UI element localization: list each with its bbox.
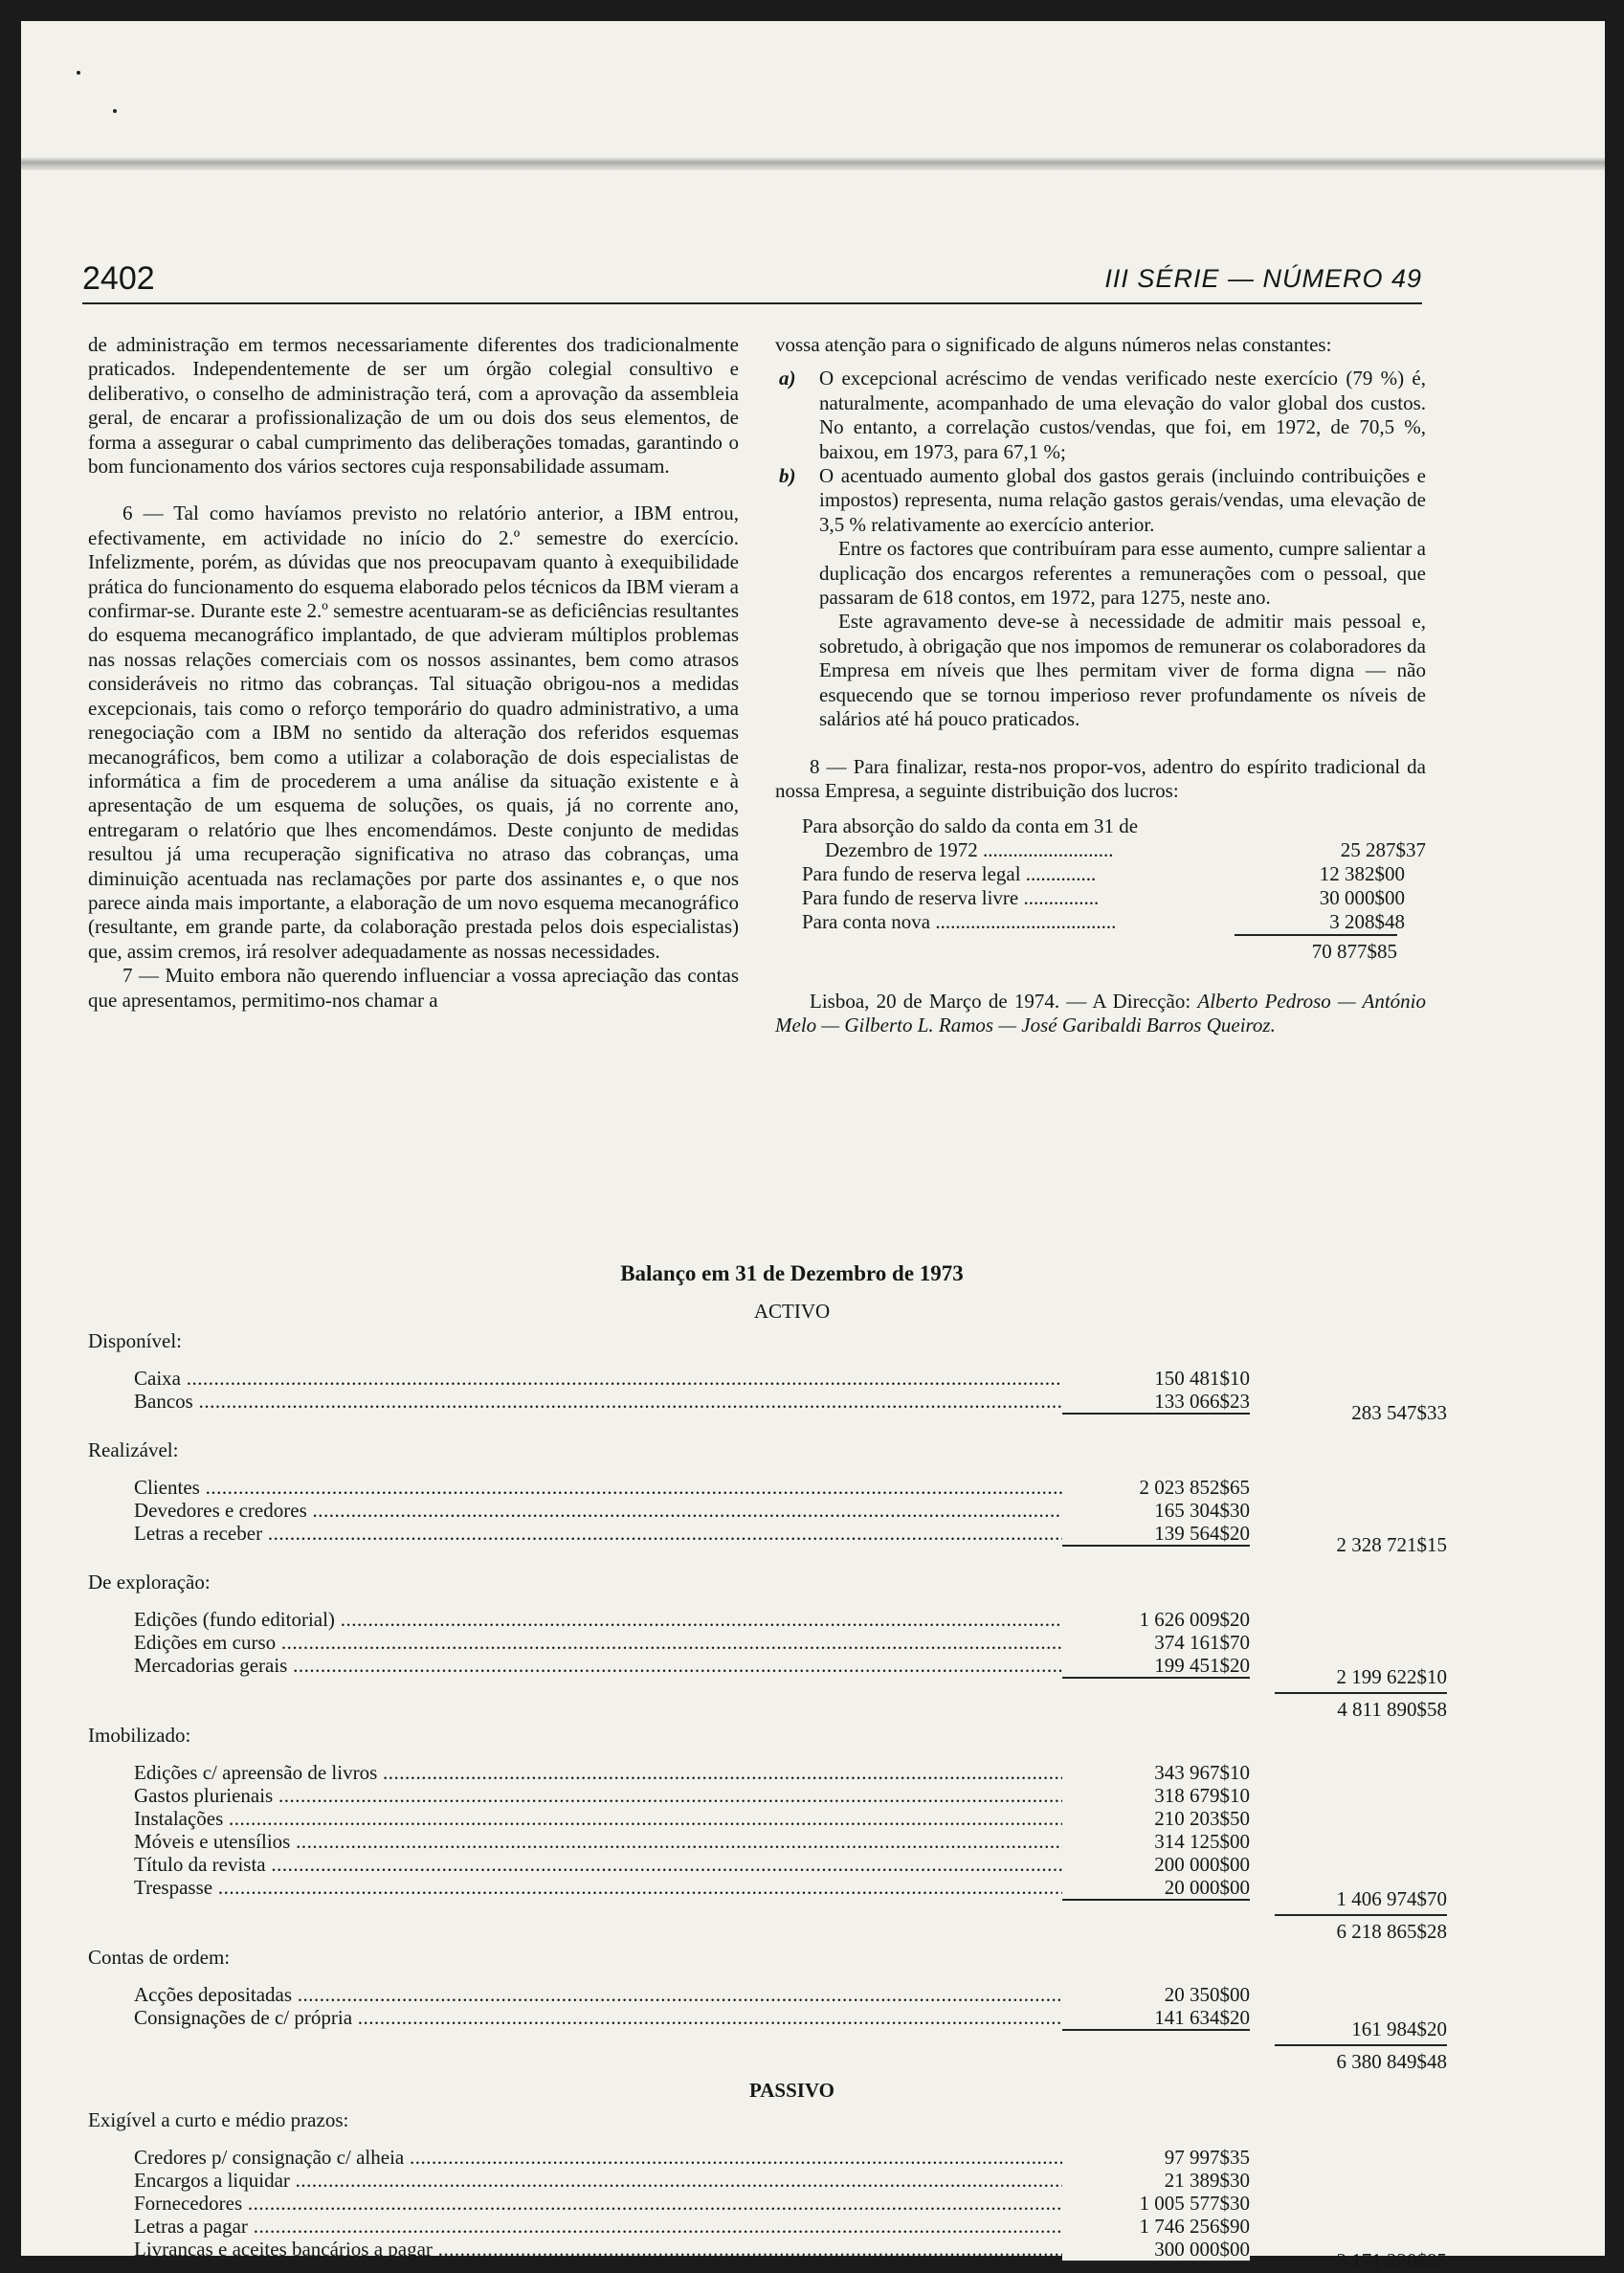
balance-row <box>88 1761 1447 1784</box>
section-sum: 2 328 721$15 <box>1336 1533 1447 1556</box>
row-amount: 139 564$20 <box>1062 1522 1250 1547</box>
row-label: Fornecedores ..... <box>134 2192 1110 2215</box>
row-label: Bancos ..... <box>134 1390 1110 1413</box>
row-amount: 1 626 009$20 <box>1062 1608 1250 1631</box>
row-amount: 20 000$00 <box>1062 1876 1250 1901</box>
paragraph: 8 — Para finalizar, resta-nos propor-vos, adentro do espírito tradicional da nossa Empresa, a seguinte distribuição dos lucros: <box>775 754 1426 802</box>
row-label: Letras a pagar ..... <box>134 2215 1110 2238</box>
row-label: Edições (fundo editorial) ..... <box>134 1608 1110 1631</box>
section-sum: 1 406 974$70 <box>1336 1887 1447 1910</box>
row-label: Edições c/ apreensão de livros ..... <box>134 1761 1110 1784</box>
section-title: Contas de ordem: <box>88 1946 231 1969</box>
row-amount: 343 967$10 <box>1062 1761 1250 1784</box>
balance-row <box>88 1476 1447 1499</box>
row-label: Clientes ..... <box>134 1476 1110 1499</box>
balance-row <box>88 1390 1447 1424</box>
paragraph: Este agravamento deve-se à necessidade de admitir mais pessoal e, sobretudo, à obrigação que nos impomos de remunerar os colaboradores da Empresa em níveis que lhes permitam viver de forma digna — não esquecendo que se tornou imperioso rever profundamente os níveis de salários até há pouco praticados. <box>819 610 1426 731</box>
signature-names: Alberto Pedroso — António Melo — Gilberto L. Ramos — José Garibaldi Barros Queiroz. <box>775 989 1426 1037</box>
subtotal-row <box>88 1677 1447 1721</box>
row-amount: 20 350$00 <box>1062 1983 1250 2006</box>
item-text: O acentuado aumento global dos gastos gerais (incluindo contribuições e impostos) representa, numa relação gastos gerais/vendas, uma elevação de 3,5 % relativamente ao exercício anterior. <box>819 464 1426 536</box>
row-amount: 2 023 852$65 <box>1062 1476 1250 1499</box>
distribution-label: Para fundo de reserva livre ............... <box>802 886 1100 910</box>
paragraph: 6 — Tal como havíamos previsto no relatório anterior, a IBM entrou, efectivamente, em actividade no início do 2.º semestre do exercício. Infelizmente, porém, as dúvidas que nos preocupavam quanto à exequibilidade prática do funcionamento do esquema elaborado pelos técnicos da IBM vieram a confirmar-se. Durante este 2.º semestre acentuaram-se as deficiências resultantes do esquema mecanográfico implantado, de que advieram múltiplos problemas nas nossas relações comerciais com os nossos assinantes, bem como atrasos consideráveis no ritmo das cobranças. Tal situação obrigou-nos a medidas excepcionais, tais como o reforço temporário do quadro administrativo, a uma renegociação com a IBM no sentido da alteração dos referidos esquemas mecanográficos, bem como a utilizar a colaboração de dois especialistas de informática a fim de procederem a uma análise da situação existente e à apresentação de um esquema de soluções, os quais, já no corrente ano, entregaram o relatório que lhes encomendámos. Deste conjunto de medidas resultou já uma recuperação significativa no atraso das cobranças, uma diminuição acentuada nas reclamações por parte dos assinantes e, o que nos parece ainda mais importante, a elaboração de um novo esquema mecanográfico (resultante, em grande parte, da colaboração prestada pelos dois especialistas) que, assim cremos, irá resolver adequadamente as nossas necessidades. <box>88 501 739 963</box>
speck <box>113 109 117 113</box>
row-amount: 300 000$00 <box>1062 2238 1250 2262</box>
distribution-row <box>775 862 1426 886</box>
balance-row <box>88 2146 1447 2169</box>
distribution-value: 30 000$00 <box>1319 886 1405 910</box>
row-label: Título da revista ..... <box>134 1853 1110 1876</box>
total-activo: 6 380 849$48 <box>1275 2044 1447 2074</box>
paragraph: vossa atenção para o significado de alguns números nelas constantes: <box>775 333 1332 356</box>
balance-row <box>88 2169 1447 2192</box>
item-label: a) <box>779 367 796 390</box>
balance-row <box>88 2006 1447 2040</box>
row-amount: 210 203$50 <box>1062 1807 1250 1830</box>
row-label: Trespasse ..... <box>134 1876 1110 1899</box>
row-label: Gastos plurienais ..... <box>134 1784 1110 1807</box>
list-item <box>775 367 1426 464</box>
distribution-value: 25 287$37 <box>1340 838 1426 862</box>
passivo-heading: PASSIVO <box>748 2079 835 2102</box>
row-amount: 314 125$00 <box>1062 1830 1250 1853</box>
item-label: b) <box>779 464 796 488</box>
row-label: Instalações ..... <box>134 1807 1110 1830</box>
distribution-label: Dezembro de 1972 .......................... <box>825 838 1114 862</box>
balance-title: Balanço em 31 de Dezembro de 1973 <box>620 1261 964 1285</box>
balance-row <box>88 1853 1447 1876</box>
row-amount: 318 679$10 <box>1062 1784 1250 1807</box>
balance-row <box>88 1499 1447 1522</box>
section-sum: 2 199 622$10 <box>1336 1665 1447 1688</box>
paragraph: 7 — Muito embora não querendo influenciar a vossa apreciação das contas que apresentamos, permitimo-nos chamar a <box>88 964 739 1012</box>
row-amount: 97 997$35 <box>1062 2146 1250 2169</box>
row-amount: 165 304$30 <box>1062 1499 1250 1522</box>
series-number: III SÉRIE — NÚMERO 49 <box>1104 264 1422 293</box>
distribution-value: 12 382$00 <box>1319 862 1405 886</box>
list-item <box>775 464 1426 537</box>
balance-row <box>88 1983 1447 2006</box>
section-title: Imobilizado: <box>88 1724 191 1747</box>
balance-row <box>88 1830 1447 1853</box>
row-label: Acções depositadas ..... <box>134 1983 1110 2006</box>
row-amount: 1 005 577$30 <box>1062 2192 1250 2215</box>
row-amount: 199 451$20 <box>1062 1654 1250 1679</box>
row-label: Consignações de c/ própria ..... <box>134 2006 1110 2029</box>
header-rule <box>82 302 1422 304</box>
balance-row <box>88 1367 1447 1390</box>
page-number: 2402 <box>82 260 155 297</box>
passivo-section <box>88 2107 1447 2272</box>
section-sum: 3 171 220$85 <box>1336 2249 1447 2272</box>
distribution-row <box>775 910 1426 934</box>
distribution-value: 3 208$48 <box>1329 910 1405 934</box>
distribution-label: Para absorção do saldo da conta em 31 de <box>802 814 1139 838</box>
balance-row <box>88 1654 1447 1688</box>
balance-row <box>88 1608 1447 1631</box>
signature-paragraph <box>775 990 1426 1038</box>
balance-row <box>88 2215 1447 2238</box>
distribution-label: Para conta nova .................................... <box>802 910 1117 934</box>
row-label: Letras a receber ..... <box>134 1522 1110 1545</box>
row-label: Caixa ..... <box>134 1367 1110 1390</box>
distribution-row <box>775 838 1426 862</box>
subtotal: 4 811 890$58 <box>1275 1692 1447 1722</box>
balance-row <box>88 1876 1447 1910</box>
section-title: Disponível: <box>88 1329 182 1352</box>
balance-row <box>88 2192 1447 2215</box>
row-label: Encargos a liquidar ..... <box>134 2169 1110 2192</box>
balance-row <box>88 1807 1447 1830</box>
section-title: Realizável: <box>88 1438 179 1461</box>
speck <box>77 71 80 75</box>
activo-heading: ACTIVO <box>753 1300 831 1323</box>
row-amount: 150 481$10 <box>1062 1367 1250 1390</box>
row-label: Mercadorias gerais ..... <box>134 1654 1110 1677</box>
row-label: Credores p/ consignação c/ alheia ..... <box>134 2146 1110 2169</box>
item-text: O excepcional acréscimo de vendas verificado neste exercício (79 %) é, naturalmente, acompanhado de uma elevação do valor global dos custos. No entanto, a correlação custos/vendas, que foi, em 1972, de 70,5 %, baixou, em 1973, para 67,1 %; <box>819 367 1426 463</box>
balance-row <box>88 2238 1447 2272</box>
scan-artifact <box>21 157 1605 170</box>
paragraph: de administração em termos necessariamente diferentes dos tradicionalmente praticados. Independentemente de ser um órgão colegial consultivo e deliberativo, o conselho de administração terá, com a aprovação da assembleia geral, de encarar a profissionalização de um ou dois dos seus elementos, de forma a assegurar o cabal cumprimento das deliberações tomadas, garantindo o bom funcionamento dos vários sectores cuja responsabilidade assumam. <box>88 333 739 479</box>
row-amount: 1 746 256$90 <box>1062 2215 1250 2238</box>
section-sum: 283 547$33 <box>1351 1401 1447 1424</box>
section-sum: 161 984$20 <box>1351 2017 1447 2040</box>
balance-sheet <box>88 1328 1447 2073</box>
row-label: Livranças e aceites bancários a pagar ..... <box>134 2238 1110 2261</box>
total-row <box>88 2029 1447 2073</box>
distribution-row <box>775 814 1426 838</box>
right-column <box>775 333 1426 1038</box>
row-label: Móveis e utensílios ..... <box>134 1830 1110 1853</box>
row-label: Edições em curso ..... <box>134 1631 1110 1654</box>
row-amount: 141 634$20 <box>1062 2006 1250 2031</box>
left-column <box>88 333 739 1013</box>
subtotal: 6 218 865$28 <box>1275 1914 1447 1944</box>
signature-place-date: Lisboa, 20 de Março de 1974. — A Direcção: <box>810 989 1198 1013</box>
profit-distribution <box>775 814 1426 964</box>
paragraph: Entre os factores que contribuíram para esse aumento, cumpre salientar a duplicação dos encargos referentes a remunerações com o pessoal, que passaram de 618 contos, em 1972, para 1275, neste ano. <box>819 537 1426 610</box>
distribution-label: Para fundo de reserva legal .............. <box>802 862 1097 886</box>
row-amount: 133 066$23 <box>1062 1390 1250 1415</box>
row-amount: 200 000$00 <box>1062 1853 1250 1876</box>
distribution-total: 70 877$85 <box>1235 934 1397 964</box>
row-amount: 21 389$30 <box>1062 2169 1250 2192</box>
balance-row <box>88 1784 1447 1807</box>
subtotal-row <box>88 1899 1447 1943</box>
balance-row <box>88 1522 1447 1556</box>
distribution-row <box>775 886 1426 910</box>
row-amount: 374 161$70 <box>1062 1631 1250 1654</box>
row-label: Devedores e credores ..... <box>134 1499 1110 1522</box>
section-title: Exigível a curto e médio prazos: <box>88 2108 349 2131</box>
section-title: De exploração: <box>88 1571 211 1593</box>
balance-row <box>88 1631 1447 1654</box>
